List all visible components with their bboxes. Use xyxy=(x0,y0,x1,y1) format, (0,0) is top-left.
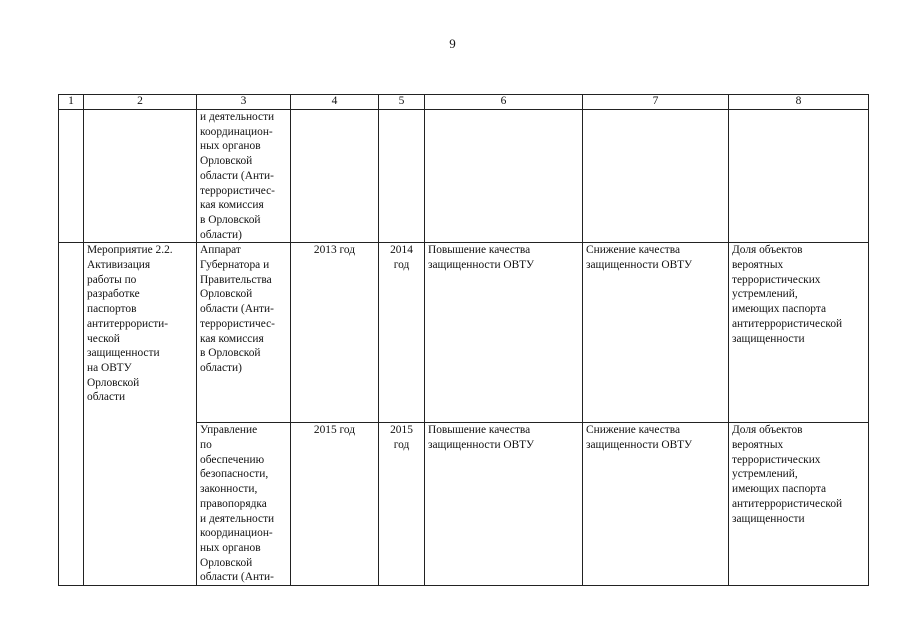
consequences-text: Снижение качества защищенности ОВТУ xyxy=(586,424,693,452)
column-number-2: 2 xyxy=(84,95,197,110)
cell-indicator xyxy=(729,243,869,423)
cell-executor xyxy=(197,423,291,586)
page-number: 9 xyxy=(449,36,456,51)
cell-end-year xyxy=(379,243,425,423)
column-number-8: 8 xyxy=(729,95,869,110)
executor-text: Управление по обеспечению безопасности, законности, правопорядка и деятельности координацион- ных органов Орловской области (Анти- xyxy=(200,424,275,584)
table-row-activity-2-2 xyxy=(59,243,869,423)
plan-table xyxy=(58,94,869,586)
column-number-4: 4 xyxy=(291,95,379,110)
cell-expected-result xyxy=(425,423,583,586)
column-number-7: 7 xyxy=(583,95,729,110)
executor-text: и деятельности координацион- ных органов Орловской области (Анти- террористичес- кая комиссия в Орловской области) xyxy=(200,111,275,241)
cell-empty xyxy=(425,110,583,243)
indicator-text: Доля объектов вероятных террористических устремлений, имеющих паспорта антитеррористической защищенности xyxy=(732,244,843,345)
cell-indicator xyxy=(729,423,869,586)
cell-expected-result xyxy=(425,243,583,423)
cell-empty xyxy=(583,110,729,243)
expected-result-text: Повышение качества защищенности ОВТУ xyxy=(428,424,535,452)
cell-consequences xyxy=(583,423,729,586)
expected-result-text: Повышение качества защищенности ОВТУ xyxy=(428,244,535,272)
cell-start-year xyxy=(291,423,379,586)
cell-empty xyxy=(59,110,84,243)
column-number-5: 5 xyxy=(379,95,425,110)
column-number-3: 3 xyxy=(197,95,291,110)
cell-consequences xyxy=(583,243,729,423)
table-header-row xyxy=(59,95,869,110)
cell-empty xyxy=(291,110,379,243)
start-year-text: 2015 год xyxy=(313,424,356,437)
executor-text: Аппарат Губернатора и Правительства Орловской области (Анти- террористичес- кая комиссия в Орловской области) xyxy=(200,244,275,374)
end-year-text: 2014 год xyxy=(390,244,413,272)
cell-empty xyxy=(379,110,425,243)
consequences-text: Снижение качества защищенности ОВТУ xyxy=(586,244,693,272)
cell-executor xyxy=(197,243,291,423)
indicator-text: Доля объектов вероятных террористических устремлений, имеющих паспорта антитеррористической защищенности xyxy=(732,424,843,525)
cell-executor-continued xyxy=(197,110,291,243)
column-number-1: 1 xyxy=(59,95,84,110)
cell-end-year xyxy=(379,423,425,586)
end-year-text: 2015 год xyxy=(390,424,413,452)
cell-start-year xyxy=(291,243,379,423)
start-year-text: 2013 год xyxy=(313,244,356,257)
activity-text: Мероприятие 2.2. Активизация работы по разработке паспортов антитеррористи- ческой защищенности на ОВТУ Орловской области xyxy=(87,244,173,404)
cell-activity-name xyxy=(84,243,197,586)
column-number-6: 6 xyxy=(425,95,583,110)
table-row-continuation xyxy=(59,110,869,243)
cell-empty xyxy=(729,110,869,243)
cell-empty xyxy=(59,243,84,586)
cell-empty xyxy=(84,110,197,243)
